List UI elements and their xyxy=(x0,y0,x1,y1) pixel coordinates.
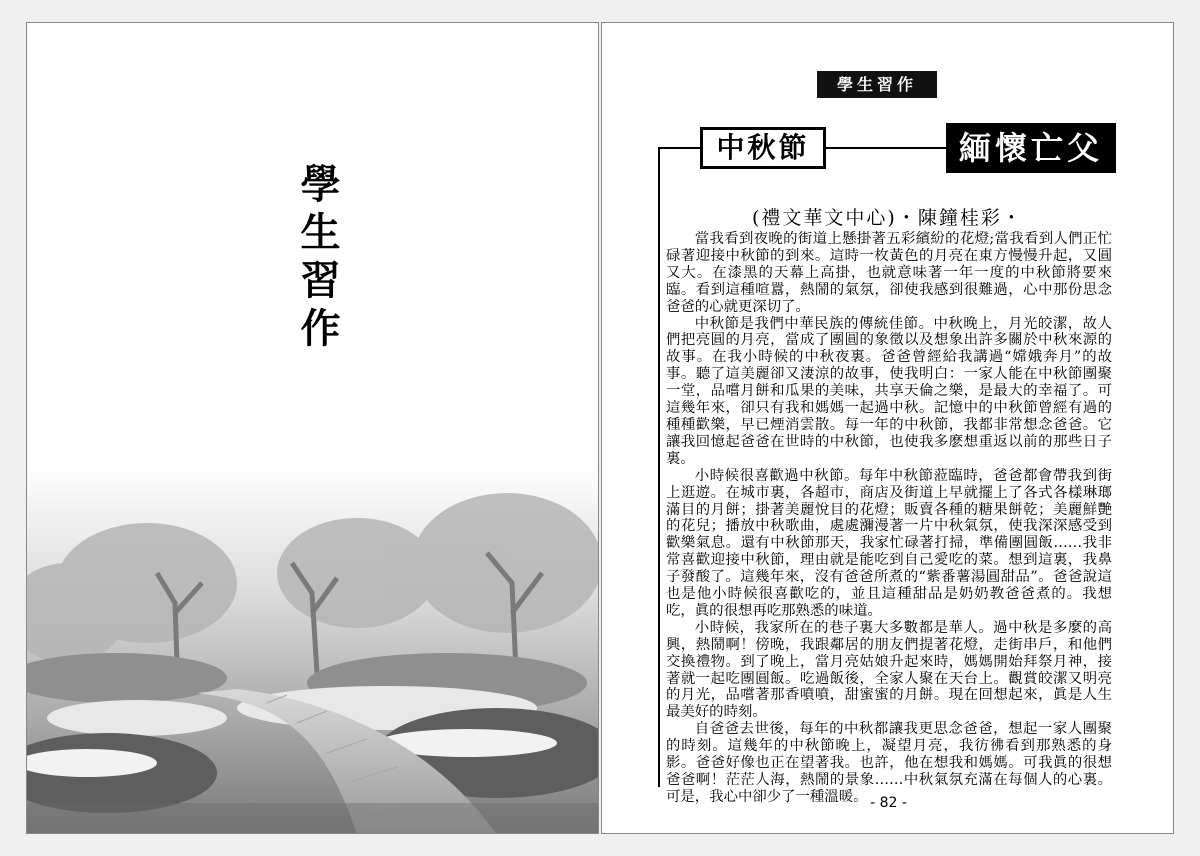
right-page xyxy=(601,22,1174,834)
page-number: - 82 - xyxy=(870,795,907,811)
article-paragraph: 當我看到夜晚的街道上懸掛著五彩繽紛的花燈;當我看到人們正忙碌著迎接中秋節的到來。這時一枚黃色的月亮在東方慢慢升起，又圓又大。在漆黑的天幕上高掛，也就意味著一年一度的中秋節將要來臨。看到這種喧囂，熱鬧的氣氛，卻使我感到很難過，心中那份思念爸爸的心就更深切了。 xyxy=(666,231,1112,315)
header-tag: 學生習作 xyxy=(817,71,937,98)
article-body xyxy=(666,231,1112,806)
article-paragraph: 小時候，我家所在的巷子裏大多數都是華人。過中秋是多麼的高興，熱鬧啊！傍晚，我跟鄰居的朋友們提著花燈，走街串戶，和他們交換禮物。到了晚上，當月亮姑娘升起來時，媽媽開始拜祭月神，接著就一起吃團圓飯。吃過飯後，全家人聚在天台上。觀賞皎潔又明亮的月光，品嚐著那香噴噴，甜蜜蜜的月餅。現在回想起來，眞是人生最美好的時刻。 xyxy=(666,619,1112,721)
article-paragraph: 中秋節是我們中華民族的傳統佳節。中秋晚上，月光皎潔，故人們把亮圓的月亮，當成了團圓的象徵以及想象出許多關於中秋來源的故事。在我小時候的中秋夜裏。爸爸曾經給我講過“嫦娥奔月”的故事。聽了這美麗卻又淒涼的故事，使我明白：一家人能在中秋節團聚一堂，品嚐月餅和瓜果的美味，共享天倫之樂，是最大的幸福了。可這幾年來，卻只有我和媽媽一起過中秋。記憶中的中秋節曾經有過的種種歡樂，早已煙消雲散。每一年的中秋節，我都非常想念爸爸。它讓我回憶起爸爸在世時的中秋節，也使我多麽想重返以前的那些日子裏。 xyxy=(666,315,1112,467)
memorial-title: 緬懷亡父 xyxy=(946,123,1116,173)
article-paragraph: 自爸爸去世後，每年的中秋都讓我更思念爸爸，想起一家人團聚的時刻。這幾年的中秋節晚上，凝望月亮，我彷彿看到那熟悉的身影。爸爸好像也正在望著我。也許，他在想我和媽媽。可我眞的很想爸爸啊！茫茫人海，熱鬧的景象……中秋氣氛充滿在每個人的心裏。可是，我心中卻少了一種溫暖。 xyxy=(666,721,1112,805)
title-frame-line xyxy=(826,147,946,149)
title-frame-line xyxy=(658,147,700,149)
title-frame-line xyxy=(658,147,660,787)
author-line: (禮文華文中心)・陳鐘桂彩・ xyxy=(752,207,1023,229)
article-paragraph: 小時候很喜歡過中秋節。每年中秋節蒞臨時，爸爸都會帶我到街上逛遊。在城市裏，各超市，商店及街道上早就擺上了各式各樣琳瑯滿目的月餅；掛著美麗悅目的花燈；販賣各種的糖果餅乾；美麗鮮艷的花兒；播放中秋歌曲，處處瀰漫著一片中秋氣氛，使我深深感受到歡樂氣息。還有中秋節那天，我家忙碌著打掃，準備團圓飯……我非常喜歡迎接中秋節，理由就是能吃到自己愛吃的菜。想到這裏，我鼻子發酸了。這幾年來，沒有爸爸所煮的“紫番薯湯圓甜品”。爸爸說這也是他小時候很喜歡吃的，並且這種甜品是奶奶教爸爸煮的。我想吃，眞的很想再吃那熟悉的味道。 xyxy=(666,467,1112,619)
festival-title: 中秋節 xyxy=(700,127,826,169)
vertical-title: 學生習作 xyxy=(294,163,341,355)
garden-photo xyxy=(27,463,599,834)
left-page xyxy=(26,22,599,834)
